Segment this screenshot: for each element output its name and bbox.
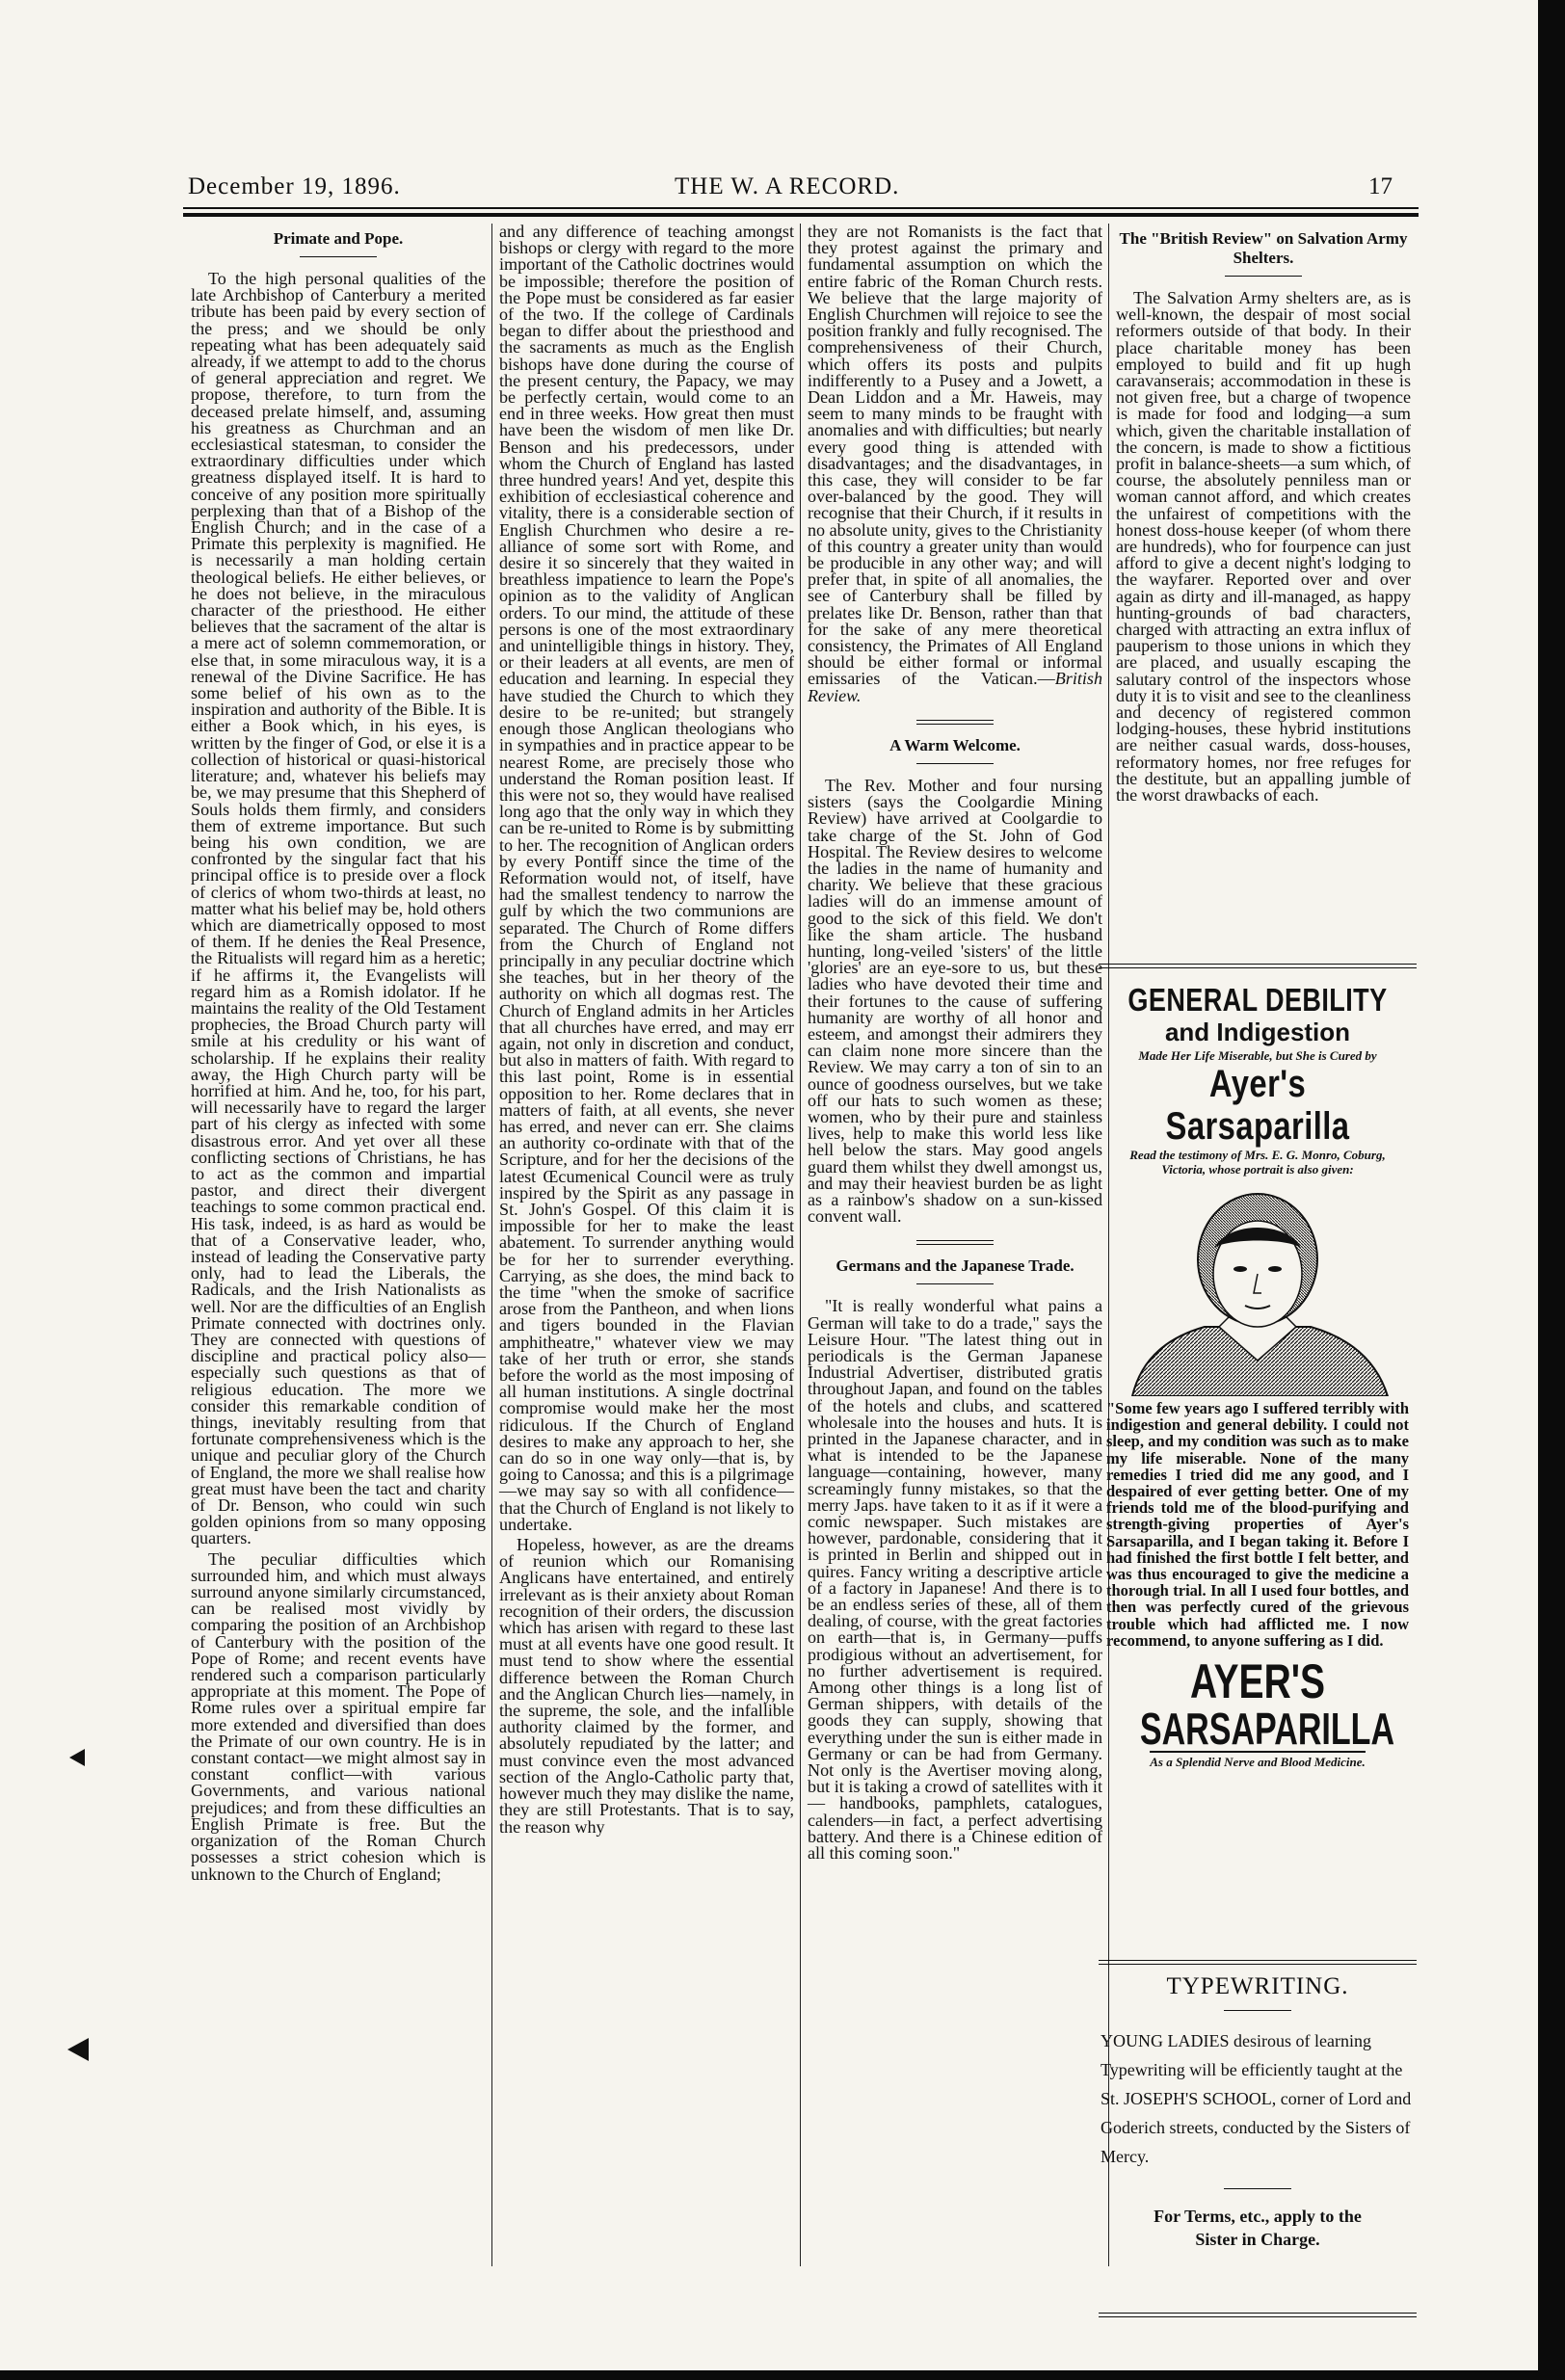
- article-paragraph: The peculiar difficulties which surrounded him, and which must always surround anyone similarly circumstanced, can be realised most vividly by comparing the position of an Archbishop of Canterbury with the position of the Pope of Rome; and recent events have rendered such a comparison particularly appropriate at this moment. The Pope of Rome rules over a spiritual empire far more extended and diversified than does the Primate of our own country. He is in constant contact—we might almost say in constant conflict—with various Governments, and various national prejudices; and from these difficulties an English Primate is free. But the organization of the Roman Church possesses a strict cohesion which is unknown to the Church of England;: [191, 1548, 486, 1884]
- ad-brand-big: AYER'S: [1189, 1654, 1326, 1709]
- divider: [916, 763, 994, 764]
- article-paragraph: To the high personal qualities of the late Archbishop of Canterbury a merited tribute has been paid by every section of the press; and we should be only repeating what has been adequately said already, if we attempt to add to the chorus of general appreciation and regret. We propose, therefore, to turn from the deceased prelate himself, and, assuming his greatness as Churchman and an ecclesiastical statesman, to consider the extraordinary difficulties under which greatness displayed itself. It is hard to conceive of any position more spiritually perplexing than that of a Bishop of the English Church; and in the case of a Primate this perplexity is magnified. He is necessarily a man holding certain theological beliefs. He either believes, or he does not believe, in the miraculous character of the priesthood. He either believes that the sacrament of the altar is a mere act of solemn commemoration, or else that, in some miraculous way, it is a renewal of the Divine Sacrifice. He has some belief of his own as to the inspiration and authority of the Bible. It is either a Book which, in his eyes, is written by the finger of God, or else it is a collection of historical or quasi-historical literature; and, whatever his beliefs may be, we may presume that this Shepherd of Souls holds them firmly, and considers them of extreme importance. But such being his own condition, we are confronted by the singular fact that his principal office is to preside over a flock of clerics of whom two-thirds at least, no matter what his belief may be, hold others which are diametrically opposed to most of them. If he denies the Real Presence, the Ritualists will regard him as a heretic; if he affirms it, the Evangelists will regard him as a Romish idolator. If he maintains the reality of the Old Testament prophecies, the Broad Church party will smile at his credulity or his want of scholarship. If he explains their reality away, the High Church party will be horrified at him. And he, too, for his part, will necessarily have to regard the larger part of his clergy as infected with some disastrous error. And yet over all these conflicting sections of Christians, he has to act as the common and impartial pastor, and direct their divergent teachings to some common practical end. His task, indeed, is as hard as would be that of a Conservative leader, who, instead of leading the Conservative party only, had to lead the Liberals, the Radicals, and the Irish Nationalists as well. Nor are the difficulties of an English Primate connected with doctrines only. They are connected with questions of discipline and practical policy also—especially such questions as that of religious education. The more we consider this remarkable condition of things, inevitably resulting from that fortunate comprehensiveness which is the unique and peculiar glory of the Church of England, the more we shall realise how great must have been the tact and charity of Dr. Benson, who could win such golden opinions from so many opposing quarters.: [191, 269, 486, 1548]
- column-3: [808, 224, 1102, 1865]
- ad-brand-sarsaparilla: SARSAPARILLA: [1139, 1704, 1395, 1755]
- divider: [1225, 276, 1302, 277]
- typewriting-footer-1: For Terms, etc., apply to the: [1154, 2207, 1362, 2226]
- divider: [916, 1283, 994, 1284]
- column-separator: [491, 224, 492, 2266]
- divider: [916, 1240, 994, 1245]
- article-paragraph: "It is really wonderful what pains a German will take to do a trade," says the Leisure Hour. "The latest thing out in periodicals is the German Japanese Industrial Advertiser, distributed gratis throughout Japan, and found on the tables of the hotels and clubs, and scattered wholesale into the houses and huts. It is printed in the Japanese character, and in what is intended to be the Japanese language—containing, however, many screamingly funny mistakes, so that the merry Japs. have taken to it as if it were a comic newspaper. Such mistakes are however, pardonable, considering that it is printed in Berlin and shipped out in quires. Fancy writing a descriptive article of a factory in Japanese! And there is to be an endless series of these, all of them dealing, of course, with the great factories on earth—that is, in Germany—puffs prodigious without an advertisement, for no further advertisement is required. Among other things is a long list of German shippers, with details of the goods they can supply, showing that everything under the sun is either made in Germany or can be had from Germany. Not only is the Avertiser moving along, but it is taking a crowd of satellites with it — handbooks, pamphlets, catalogues, calenders—in fact, a perfect advertising battery. And there is a Chinese edition of all this coming soon.": [808, 1296, 1102, 1864]
- ad-subtitle: and Indigestion: [1164, 1018, 1351, 1046]
- ad-testimonial: "Some few years ago I suffered terribly with indigestion and general debility. I could not sleep, and my condition was such as to make my life miserable. None of the many remedies I tried did me any good, and I despaired of ever getting better. One of my friends told me of the blood-purifying and strength-giving properties of Ayer's Sarsaparilla, and I began taking it. Before I had finished the first bottle I felt better, and was thus encouraged to give the medicine a thorough trial. In all I used four bottles, and then was perfectly cured of the grievous trouble which had afflicted me. I now recommend, to anyone suffering as I did.: [1106, 1399, 1409, 1650]
- ad-border: [1099, 2313, 1417, 2317]
- ad-footer: As a Splendid Nerve and Blood Medicine.: [1150, 1751, 1366, 1770]
- article-heading-primate-and-pope: Primate and Pope.: [273, 229, 404, 248]
- column-2: [499, 224, 794, 1839]
- article-heading-germans-japanese-trade: Germans and the Japanese Trade.: [836, 1256, 1074, 1276]
- ad-border: [1099, 1960, 1417, 1965]
- portrait-image: [1113, 1182, 1402, 1396]
- header-rule-thick: [183, 213, 1419, 217]
- typewriting-body: YOUNG LADIES desirous of learning Typewriting will be efficiently taught at the St. JOSEPH'S SCHOOL, corner of Lord and Goderich streets, conducted by the Sisters of Mercy.: [1101, 2031, 1412, 2166]
- header-rule: [183, 207, 1419, 209]
- typewriting-ad: [1099, 1973, 1417, 2251]
- margin-pointer-icon: [67, 2038, 89, 2061]
- ad-title: GENERAL DEBILITY: [1127, 982, 1388, 1018]
- ayers-sarsaparilla-ad: [1099, 983, 1417, 1771]
- typewriting-footer-2: Sister in Charge.: [1195, 2230, 1320, 2249]
- divider: [1224, 2010, 1291, 2011]
- header-title: THE W. A RECORD.: [675, 173, 900, 199]
- column-separator: [800, 224, 801, 2266]
- article-heading-warm-welcome: A Warm Welcome.: [889, 735, 1021, 754]
- column-4: [1116, 224, 1411, 807]
- ad-tagline: Made Her Life Miserable, but She is Cured by: [1138, 1048, 1377, 1063]
- article-paragraph: they are not Romanists is the fact that they protest against the primary and fundamental assumption on which the entire fabric of the Roman Church rests. We believe that the large majority of English Churchmen will rejoice to see the position frankly and fully recognised. The comprehensiveness of their Church, which offers its posts and pulpits indifferently to a Pusey and a Jowett, a Dean Liddon and a Mr. Haweis, may seem to many minds to be fraught with anomalies and with difficulties; but nearly every good thing is attended with disadvantages; and the disadvantages, in this case, they will consider to be far over-balanced by the good. They will recognise that their Church, if it results in no absolute unity, gives to the Christianity of this country a greater unity than would be producible in any other way; and will prefer that, in spite of all anomalies, the see of Canterbury shall be filled by prelates like Dr. Benson, rather than that for the sake of any mere theoretical consistency, the Primates of All England should be either formal or informal emissaries of the Vatican.—British Review.: [808, 222, 1102, 705]
- margin-pointer-icon: [69, 1749, 85, 1766]
- article-source: British Review.: [808, 669, 1102, 705]
- ad-border: [1099, 964, 1417, 968]
- divider: [300, 256, 377, 257]
- typewriting-heading: TYPEWRITING.: [1166, 1973, 1349, 1999]
- article-paragraph: Hopeless, however, as are the dreams of reunion which our Romanising Anglicans have entertained, and entirely irrelevant as is their anxiety about Roman recognition of their orders, the discussion which has arisen with regard to these last must at all events have one good result. It must tend to show where the essential difference between the Roman Church and the Anglican Church lies—namely, in the supreme, the sole, and the infallible authority claimed by the former, and absolutely repudiated by the latter; and must convince even the most advanced section of the Anglo-Catholic party that, however much they may dislike the name, they are still Protestants. That is to say, the reason why: [499, 1535, 794, 1837]
- column-1: [191, 224, 486, 1887]
- article-heading-salvation-army: The "British Review" on Salvation Army Shelters.: [1119, 229, 1408, 267]
- divider: [916, 720, 994, 725]
- article-paragraph: The Rev. Mother and four nursing sisters (says the Coolgardie Mining Review) have arrived at Coolgardie to take charge of the St. John of God Hospital. The Review desires to welcome the ladies in the name of humanity and charity. We believe that these gracious ladies will do an immense amount of good to the sick of this field. We don't like the sham article. The husband hunting, long-veiled 'sisters' of the little 'glories' are an eye-sore to us, but these ladies who have devoted their time and their fortunes to the cause of suffering humanity are worthy of all honor and esteem, and amongst their admirers they can claim none more sincere than the Review. We may carry a ton of sin to an ounce of goodness ourselves, but we take off our hats to such women as these; women, who by their pure and stainless lives, help to make this world less like hell below the stars. May good angels guard them whilst they dwell amongst us, and may their heaviest burden be as light as a rainbow's shadow on a sun-kissed convent wall.: [808, 775, 1102, 1227]
- article-paragraph: The Salvation Army shelters are, as is well-known, the despair of most social reformers outside of that body. In their place charitable money has been employed to build and fit up hugh caravanserais; accommodation in these is not given free, but a charge of twopence is made for food and lodging—a sum which, given the charitable installation of the concern, is made to show a fictitious profit in balance-sheets—a sum which, of course, the absolutely penniless man or woman cannot afford, and which creates the unfairest of competitions with the honest doss-house keeper (of whom there are hundreds), who for fourpence can just afford to give a decent night's lodging to the wayfarer. Reported over and over again as dirty and ill-managed, as happy hunting-grounds of bad characters, charged with attracting an extra influx of pauperism to those unions in which they are placed, and usually escaping the salutary control of the inspectors whose duty it is to visit and see to the cleanliness and decency of registered common lodging-houses, these hybrid institutions are neither casual wards, doss-houses, reformatory homes, nor free refuges for the destitute, but an appalling jumble of the worst drawbacks of each.: [1116, 288, 1411, 806]
- header-date: December 19, 1896.: [188, 173, 401, 199]
- page-header: [188, 173, 1393, 204]
- ad-brand: Ayer's Sarsaparilla: [1165, 1063, 1350, 1148]
- page-number: 17: [1368, 173, 1393, 199]
- ad-testimony-intro: Read the testimony of Mrs. E. G. Monro, Coburg, Victoria, whose portrait is also given:: [1129, 1148, 1386, 1177]
- divider: [1224, 2188, 1291, 2189]
- article-paragraph: and any difference of teaching amongst bishops or clergy with regard to the more important of the Catholic doctrines would be impossible; therefore the position of the Pope must be considered as far easier of the two. If the college of Cardinals began to differ about the priesthood and the sacraments as much as the English bishops have done during the course of the present century, the Papacy, we may be perfectly certain, would come to an end in three weeks. How great then must have been the wisdom of men like Dr. Benson and his predecessors, under whom the Church of England has lasted three hundred years! And yet, despite this exhibition of ecclesiastical coherence and vitality, there is a considerable section of English Churchmen who desire a re-alliance of some sort with Rome, and desire it so sincerely that they waited in breathless impatience to learn the Pope's opinion as to the validity of Anglican orders. To our mind, the attitude of these persons is one of the most extraordinary and unintelligible things in history. They, or their leaders at all events, are men of education and learning. In especial they have studied the Church to which they desire to be re-united; but strangely enough those Anglican theologians who in sympathies and in practice appear to be nearest Rome, are precisely those who understand the Roman position least. If this were not so, they would have realised long ago that the only way in which they can be re-united to Rome is by submitting to her. The recognition of Anglican orders by every Pontiff since the time of the Reformation would not, of itself, have had the smallest tendency to narrow the gulf by which the two communions are separated. The Church of Rome differs from the Church of England not principally in any peculiar doctrine which she teaches, but in her theory of the authority on which all dogmas rest. The Church of England admits in her Articles that all churches have erred, and may err again, not only in discretion and conduct, but also in matters of faith. With regard to this last point, Rome is in essential opposition to her. Rome declares that in matters of faith, at all events, she never has erred, and never can err. She claims an authority co-ordinate with that of the Scripture, and for her the decisions of the latest Œcumenical Council were as truly inspired by the Spirit as any passage in St. John's Gospel. Of this claim it is impossible for her to make the least abatement. To surrender anything would be for her to surrender everything. Carrying, as she does, the mind back to the time "when the smoke of sacrifice arose from the Pantheon, and when lions and tigers bounded in the Flavian amphitheatre," whatever view we may take of her truth or error, she stands before the world as the most imposing of all human institutions. A single doctrinal compromise would make her the most ridiculous. If the Church of England desires to make any approach to her, she can do so in one way only—that is, by going to Canossa; and this is a pilgrimage—we may say so with all confidence—that the Church of England is not likely to undertake.: [499, 222, 794, 1534]
